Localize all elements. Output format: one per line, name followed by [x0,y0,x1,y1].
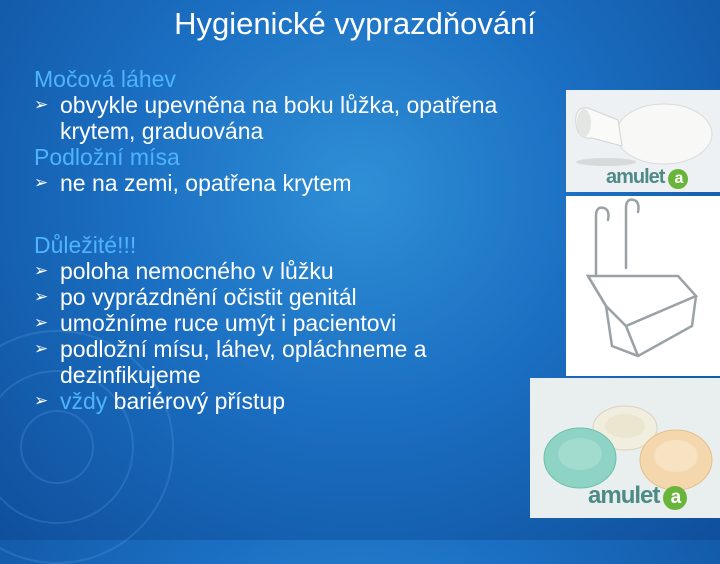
arrow-bullet-icon: ➢ [34,173,49,192]
list-item-text: podložní mísu, láhev, opláchneme a dezinfikujeme [60,336,427,388]
amulet-logo: amulet a [606,166,688,189]
list-item [34,170,534,196]
list-item-text: po vyprázdnění očistit genitál [60,284,357,310]
background-ripple [20,410,94,484]
list-item [34,336,534,388]
holder-image [566,196,720,376]
arrow-bullet-icon: ➢ [34,261,49,280]
list-item [34,284,534,310]
heading-important: Důležité!!! [34,232,137,258]
heading-urine-bottle: Močová láhev [34,66,176,92]
list-item-text: umožníme ruce umýt i pacientovi [60,310,397,336]
arrow-bullet-icon: ➢ [34,313,49,332]
list-item [34,258,534,284]
arrow-bullet-icon: ➢ [34,339,49,358]
list-item-text: bariérový přístup [107,388,285,414]
bedpans-photo [530,378,720,518]
heading-bedpan: Podložní mísa [34,144,180,170]
bedpan-holder-photo [566,196,720,376]
spacer [34,196,534,232]
list-item-text: poloha nemocného v lůžku [60,258,334,284]
arrow-bullet-icon: ➢ [34,95,49,114]
slide-content [34,66,534,414]
amulet-logo: amulet a [588,482,687,510]
urine-bottle-photo [566,90,720,192]
list-item-text: ne na zemi, opatřena krytem [60,170,352,196]
list-item [34,388,534,414]
page-title: Hygienické vyprazdňování [174,6,536,41]
arrow-bullet-icon: ➢ [34,391,49,410]
highlight-word: vždy [60,388,108,414]
list-item [34,310,534,336]
list-item-text: obvykle upevněna na boku lůžka, opatřena krytem, graduována [60,92,498,144]
arrow-bullet-icon: ➢ [34,287,49,306]
list-item [34,92,534,144]
